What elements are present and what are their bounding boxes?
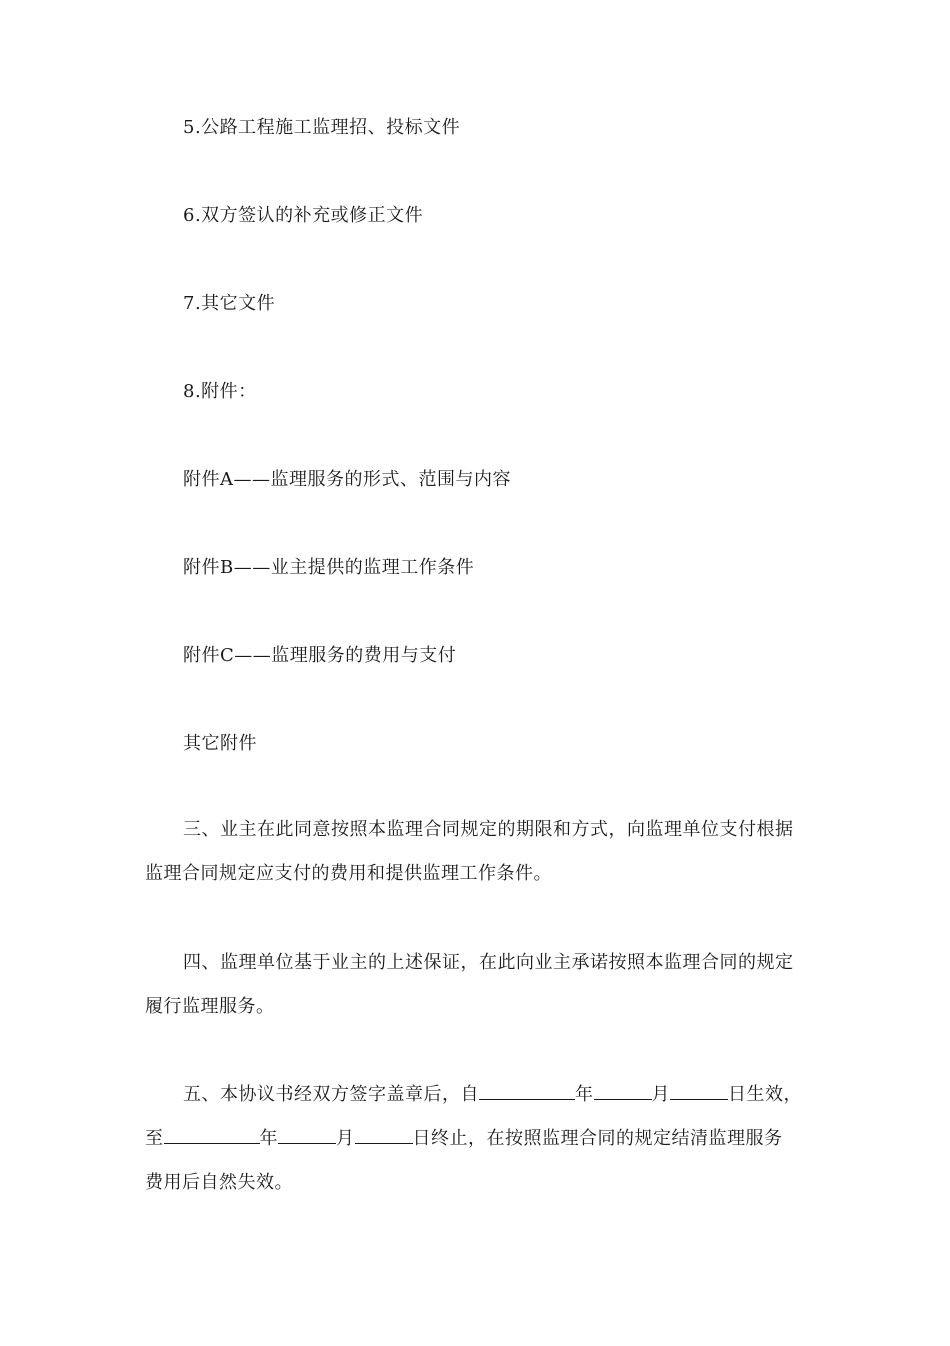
list-item: 5.公路工程施工监理招、投标文件 [183,117,461,138]
list-item: 附件B——业主提供的监理工作条件 [183,557,475,578]
clause-three-line2: 监理合同规定应支付的费用和提供监理工作条件。 [145,863,552,884]
list-item: 附件C——监理服务的费用与支付 [183,645,457,666]
clause-five [145,1073,815,1205]
month-label: 月 [651,1084,670,1105]
list-item: 7.其它文件 [183,293,276,314]
end-year-blank [164,1121,260,1144]
start-year-blank [479,1077,575,1100]
month-label: 月 [336,1128,355,1149]
clause-five-start-suffix: 日生效， [728,1084,802,1105]
start-day-blank [670,1077,728,1100]
list-item: 附件A——监理服务的形式、范围与内容 [183,469,511,490]
start-month-blank [594,1077,652,1100]
clause-five-end-prefix: 至 [145,1128,164,1149]
end-day-blank [355,1121,413,1144]
clause-four-line1: 四、监理单位基于业主的上述保证，在此向业主承诺按照本监理合同的规定 [183,952,794,973]
clause-five-end-suffix: 日终止，在按照监理合同的规定结清监理服务 [412,1128,783,1149]
end-month-blank [278,1121,336,1144]
clause-three [145,808,815,896]
clause-five-line3: 费用后自然失效。 [145,1172,293,1193]
year-label: 年 [575,1084,594,1105]
clause-four [145,941,815,1029]
clause-four-line2: 履行监理服务。 [145,996,275,1017]
list-item: 8.附件： [183,381,257,402]
year-label: 年 [259,1128,278,1149]
clause-three-line1: 三、业主在此同意按照本监理合同规定的期限和方式，向监理单位支付根据 [183,819,794,840]
list-item: 6.双方签认的补充或修正文件 [183,205,424,226]
list-item: 其它附件 [183,733,257,754]
clause-five-start-prefix: 五、本协议书经双方签字盖章后，自 [183,1084,479,1105]
